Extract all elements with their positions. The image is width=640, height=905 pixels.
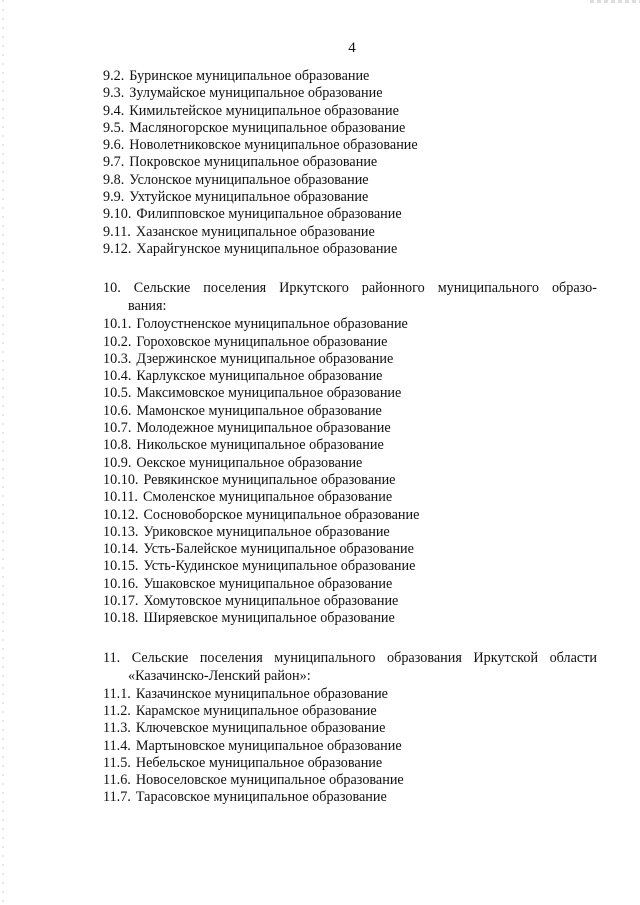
item-number: 11.2. bbox=[103, 702, 131, 719]
item-text: Небельское муниципальное образование bbox=[135, 754, 383, 771]
item-text: Ревякинское муниципальное образование bbox=[143, 471, 396, 488]
item-number: 10.3. bbox=[103, 350, 132, 367]
item-number: 10.15. bbox=[103, 558, 139, 575]
list-item bbox=[103, 558, 603, 575]
item-number: 11.3. bbox=[103, 720, 131, 737]
item-number: 9.4. bbox=[103, 102, 125, 119]
section-heading-line: 10. Сельские поселения Иркутского районного муниципального образо- bbox=[103, 280, 597, 297]
item-text: Голоустненское муниципальное образование bbox=[136, 316, 408, 333]
list-item bbox=[103, 789, 603, 806]
list-item bbox=[103, 85, 603, 102]
item-text: Мамонское муниципальное образование bbox=[136, 402, 382, 419]
item-number: 9.3. bbox=[103, 85, 125, 102]
item-text: Услонское муниципальное образование bbox=[129, 171, 369, 188]
item-number: 9.5. bbox=[103, 119, 125, 136]
list-item bbox=[103, 610, 603, 627]
scan-edge-marks bbox=[2, 0, 4, 905]
item-number: 10.13. bbox=[103, 523, 139, 540]
item-text: Карамское муниципальное образование bbox=[135, 702, 377, 719]
list-item bbox=[103, 316, 603, 333]
item-number: 10.10. bbox=[103, 471, 139, 488]
section-10-items bbox=[103, 316, 603, 627]
item-text: Гороховское муниципальное образование bbox=[136, 333, 388, 350]
list-item bbox=[103, 68, 603, 85]
list-item bbox=[103, 720, 603, 737]
item-text: Филипповское муниципальное образование bbox=[136, 206, 402, 223]
item-text: Ширяевское муниципальное образование bbox=[143, 610, 395, 627]
list-item bbox=[103, 455, 603, 472]
list-item bbox=[103, 103, 603, 120]
item-number: 10.2. bbox=[103, 333, 132, 350]
item-text: Кимильтейское муниципальное образование bbox=[129, 102, 399, 119]
item-number: 11.6. bbox=[103, 772, 131, 789]
item-number: 10.1. bbox=[103, 316, 132, 333]
item-text: Ухтуйское муниципальное образование bbox=[129, 189, 369, 206]
item-text: Молодежное муниципальное образование bbox=[136, 420, 391, 437]
item-text: Хазанское муниципальное образование bbox=[135, 223, 375, 240]
page-number: 4 bbox=[348, 40, 356, 56]
section-heading-line: 11. Сельские поселения муниципального образования Иркутской области bbox=[103, 649, 597, 666]
item-number: 10.16. bbox=[103, 575, 139, 592]
item-number: 9.11. bbox=[103, 223, 131, 240]
item-text: Никольское муниципальное образование bbox=[136, 437, 384, 454]
list-item bbox=[103, 472, 603, 489]
section-10-heading bbox=[103, 279, 603, 315]
item-text: Зулумайское муниципальное образование bbox=[129, 85, 383, 102]
item-number: 11.1. bbox=[103, 685, 131, 702]
list-item bbox=[103, 524, 603, 541]
list-item bbox=[103, 241, 603, 258]
list-item bbox=[103, 224, 603, 241]
item-text: Покровское муниципальное образование bbox=[129, 154, 378, 171]
section-11-heading bbox=[103, 649, 603, 685]
scan-corner-marks bbox=[590, 0, 640, 3]
item-number: 11.7. bbox=[103, 789, 131, 806]
section-9-items bbox=[103, 68, 603, 258]
list-item bbox=[103, 738, 603, 755]
list-item bbox=[103, 154, 603, 171]
item-text: Уриковское муниципальное образование bbox=[143, 523, 390, 540]
item-number: 10.18. bbox=[103, 610, 139, 627]
item-number: 10.14. bbox=[103, 541, 139, 558]
item-number: 10.8. bbox=[103, 437, 132, 454]
section-heading-continuation: вания: bbox=[128, 298, 167, 315]
item-text: Усть-Кудинское муниципальное образование bbox=[143, 558, 416, 575]
list-item bbox=[103, 755, 603, 772]
item-number: 10.6. bbox=[103, 402, 132, 419]
item-number: 10.5. bbox=[103, 385, 132, 402]
item-number: 10.17. bbox=[103, 593, 139, 610]
item-number: 9.9. bbox=[103, 189, 125, 206]
list-item bbox=[103, 703, 603, 720]
item-text: Новолетниковское муниципальное образование bbox=[129, 137, 418, 154]
list-item bbox=[103, 385, 603, 402]
settlement-list bbox=[103, 68, 603, 807]
list-item bbox=[103, 576, 603, 593]
item-text: Сосновоборское муниципальное образование bbox=[143, 506, 420, 523]
item-text: Буринское муниципальное образование bbox=[129, 68, 370, 84]
list-item bbox=[103, 334, 603, 351]
item-text: Новоселовское муниципальное образование bbox=[135, 772, 404, 789]
item-text: Оекское муниципальное образование bbox=[136, 454, 363, 471]
item-number: 10.12. bbox=[103, 506, 139, 523]
item-text: Тарасовское муниципальное образование bbox=[135, 789, 387, 806]
list-item bbox=[103, 593, 603, 610]
list-item bbox=[103, 489, 603, 506]
item-text: Смоленское муниципальное образование bbox=[142, 489, 393, 506]
list-item bbox=[103, 351, 603, 368]
item-text: Харайгунское муниципальное образование bbox=[136, 240, 398, 257]
item-number: 9.7. bbox=[103, 154, 125, 171]
item-number: 9.6. bbox=[103, 137, 125, 154]
item-text: Хомутовское муниципальное образование bbox=[143, 593, 399, 610]
item-text: Максимовское муниципальное образование bbox=[136, 385, 402, 402]
list-item bbox=[103, 403, 603, 420]
item-text: Дзержинское муниципальное образование bbox=[136, 350, 394, 367]
item-number: 9.2. bbox=[103, 68, 125, 84]
item-number: 10.9. bbox=[103, 454, 132, 471]
list-item bbox=[103, 189, 603, 206]
item-text: Мартыновское муниципальное образование bbox=[135, 737, 402, 754]
list-item bbox=[103, 120, 603, 137]
section-11-items bbox=[103, 686, 603, 807]
item-text: Карлукское муниципальное образование bbox=[136, 368, 383, 385]
list-item bbox=[103, 137, 603, 154]
item-text: Ключевское муниципальное образование bbox=[135, 720, 386, 737]
item-number: 10.11. bbox=[103, 489, 138, 506]
item-text: Казачинское муниципальное образование bbox=[135, 685, 388, 702]
list-item bbox=[103, 206, 603, 223]
list-item bbox=[103, 686, 603, 703]
list-item bbox=[103, 772, 603, 789]
list-item bbox=[103, 368, 603, 385]
item-number: 9.8. bbox=[103, 171, 125, 188]
item-number: 11.5. bbox=[103, 754, 131, 771]
item-number: 11.4. bbox=[103, 737, 131, 754]
section-heading-continuation: «Казачинско-Ленский район»: bbox=[128, 667, 311, 684]
list-item bbox=[103, 541, 603, 558]
item-number: 10.4. bbox=[103, 368, 132, 385]
list-item bbox=[103, 420, 603, 437]
list-item bbox=[103, 437, 603, 454]
item-text: Масляногорское муниципальное образование bbox=[129, 119, 406, 136]
item-number: 9.12. bbox=[103, 240, 132, 257]
list-item bbox=[103, 507, 603, 524]
item-text: Ушаковское муниципальное образование bbox=[143, 575, 393, 592]
item-number: 10.7. bbox=[103, 420, 132, 437]
list-item bbox=[103, 172, 603, 189]
item-text: Усть-Балейское муниципальное образование bbox=[143, 541, 414, 558]
item-number: 9.10. bbox=[103, 206, 132, 223]
